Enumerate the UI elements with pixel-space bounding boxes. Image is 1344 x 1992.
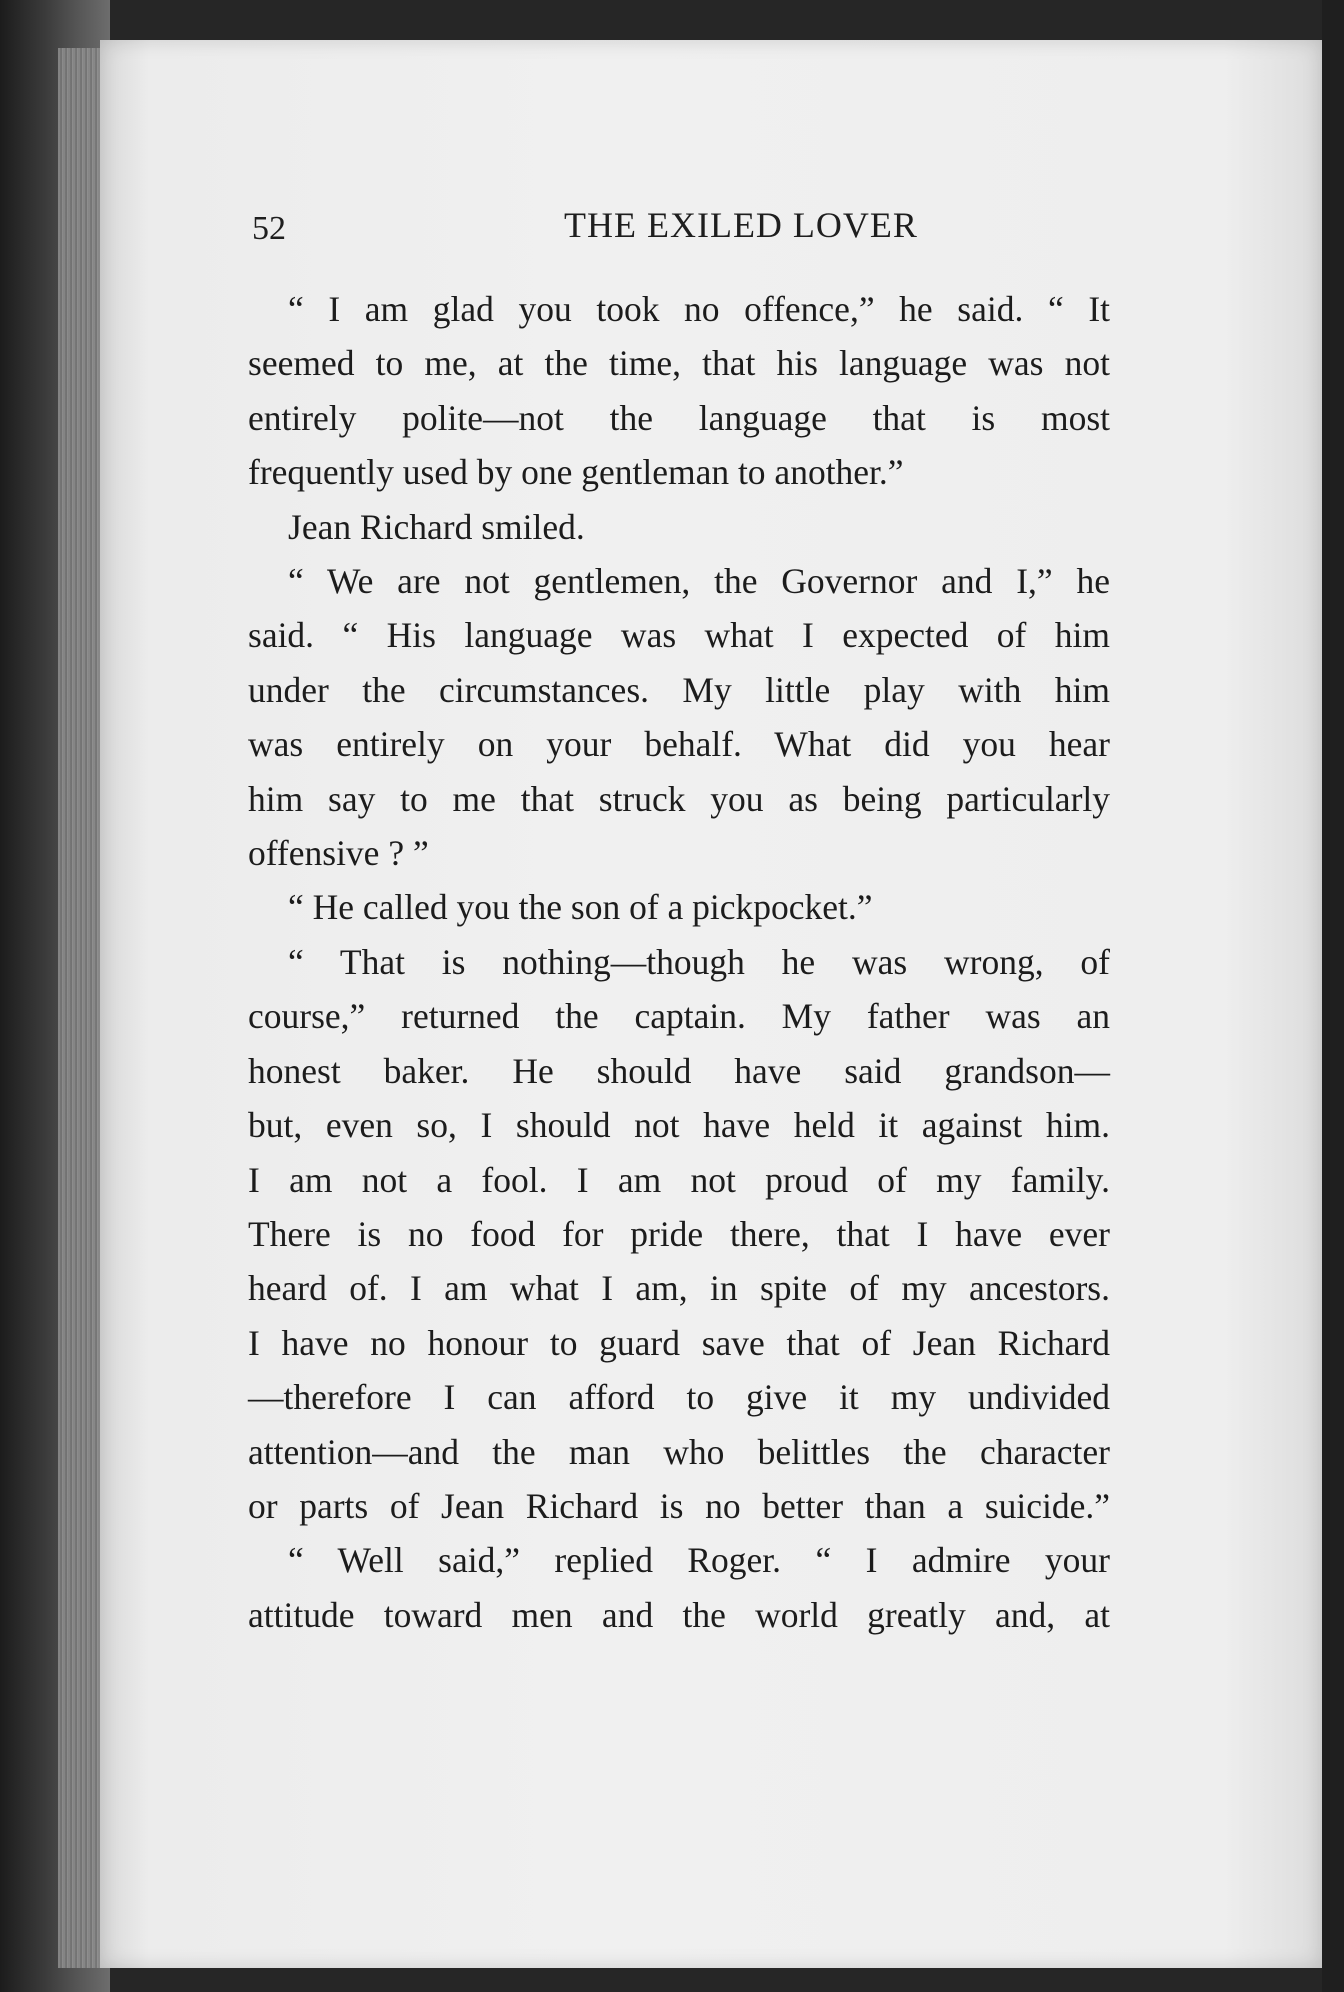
- body-text: [248, 282, 1110, 1642]
- text-line: attitude toward men and the world greatly and, at: [248, 1594, 1110, 1635]
- text-line: was entirely on your behalf. What did you hear: [248, 724, 1110, 765]
- text-line: Jean Richard smiled.: [288, 506, 585, 547]
- text-line: seemed to me, at the time, that his language was not: [248, 343, 1110, 384]
- text-line: or parts of Jean Richard is no better than a suicide.”: [248, 1485, 1110, 1526]
- text-line: There is no food for pride there, that I have ever: [248, 1213, 1110, 1254]
- text-line: I am not a fool. I am not proud of my family.: [248, 1159, 1110, 1200]
- text-line: entirely polite—not the language that is most: [248, 397, 1110, 438]
- text-line: him say to me that struck you as being particularly: [248, 778, 1110, 819]
- text-line: under the circumstances. My little play with him: [248, 669, 1110, 710]
- page-number: 52: [252, 210, 286, 247]
- text-line: “ I am glad you took no offence,” he said. “ It: [288, 289, 1110, 329]
- text-line: “ Well said,” replied Roger. “ I admire your: [288, 1540, 1110, 1581]
- running-title: THE EXILED LOVER: [564, 205, 918, 245]
- text-line: —therefore I can afford to give it my undivided: [248, 1377, 1110, 1418]
- right-book-edge: [1322, 0, 1344, 1992]
- text-line: heard of. I am what I am, in spite of my ancestors.: [248, 1268, 1110, 1309]
- text-line: I have no honour to guard save that of Jean Richard: [248, 1322, 1110, 1363]
- text-line: but, even so, I should not have held it against him.: [248, 1105, 1110, 1146]
- text-line: offensive ? ”: [248, 833, 429, 874]
- text-line: “ That is nothing—though he was wrong, of: [288, 941, 1110, 982]
- text-line: “ We are not gentlemen, the Governor and I,” he: [288, 561, 1110, 602]
- text-line: attention—and the man who belittles the character: [248, 1431, 1110, 1472]
- text-line: frequently used by one gentleman to another.”: [248, 452, 904, 493]
- text-line: honest baker. He should have said grandson—: [248, 1050, 1110, 1091]
- text-line: said. “ His language was what I expected of him: [248, 615, 1110, 656]
- page-header: [252, 204, 1152, 254]
- text-line: “ He called you the son of a pickpocket.”: [288, 887, 873, 928]
- text-line: course,” returned the captain. My father was an: [248, 996, 1110, 1037]
